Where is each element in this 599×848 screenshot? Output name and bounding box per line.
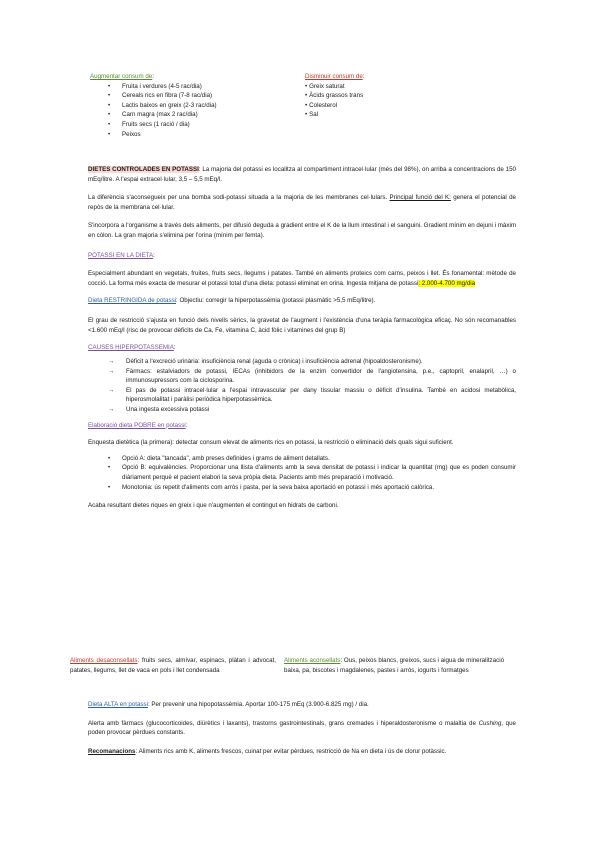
list-item: • Lactis baixos en greix (2-3 rac/dia) [108, 101, 290, 111]
elaboracio-intro: Enquesta dietètica (la primera): detectar consum elevat de aliments rics en potassi, la restricció o eliminació dels quals sigui suficient. [88, 439, 454, 447]
causes-list [108, 357, 516, 415]
recomanacions-paragraph: Recomanacions: Aliments rics amb K, aliments frescos, cuinat per evitar pèrdues, restricció de Na en dieta i ús de clorur potàssic. [88, 747, 447, 755]
elaboracio-outro: Acaba resultant dietes riques en greix i que n'augmenten el contingut en hidrats de carboni. [88, 502, 339, 510]
list-item: • Opció A: dieta "tancada", amb preses definides i grams de aliment detallats. [108, 454, 516, 464]
list-item: • Sal [305, 110, 505, 120]
diferencia-paragraph: La diferència s'aconsegueix per una bomba sodi-potassi situada a la majoria de les membranes cel·lulars. Principal funció del K: genera el potencial de repòs de la membrana cel·lular. [88, 194, 516, 211]
augmentar-list [108, 82, 290, 140]
potassi-dieta-heading: POTASSI EN LA DIETA: [88, 251, 155, 259]
aconsellats-paragraph: Aliments aconsellats: Ous, peixos blancs, greixos, sucs i aigua de mineralització baixa, pa, biscotes i magdalenes, pastes i arròs, iogurts i formatges [284, 657, 505, 674]
list-item: • Peixos [108, 130, 290, 140]
list-item: → Dèficit a l'excreció urinària: insuficiència renal (aguda o crònica) i insuficiència adrenal (hipoaldosteronisme). [108, 357, 516, 367]
list-item: → Una ingesta excessiva potassi [108, 405, 516, 415]
disminuir-heading: Disminuir consum de: [305, 73, 365, 80]
list-item: • Cereals rics en fibra (7-8 rac/dia) [108, 91, 290, 101]
dieta-alta-paragraph: Dieta ALTA en potassi: Per prevenir una hipopotassèmia. Aportar 100-175 mEq (3.900-6.825 mg) / dia. [88, 701, 369, 708]
list-item: • Greix saturat [305, 82, 505, 92]
elaboracio-list [108, 454, 516, 492]
elaboracio-heading: Elaboració dieta POBRE en potassi: [88, 421, 188, 429]
alerta-paragraph: Alerta amb fàrmacs (glucocorticoides, diürètics i laxants), trastorns gastrointestinals, grans cremades i hiperaldosteronisme o malaltia de Cushing, que poden provocar pèrdues constants. [88, 719, 516, 737]
augmentar-section [90, 72, 290, 139]
list-item: • Colesterol [305, 101, 505, 111]
causes-heading: CAUSES HIPERPOTASSEMIA: [88, 344, 176, 352]
potassi-dieta-paragraph: Especialment abundant en vegetals, fruites, fruits secs, llegums i patates. També en aliments proteics com carns, peixos i llet. És fonamental: mètode de cocció. La forma més exacta de mesurar el potassi total d'una dieta: potassi eliminat en orina. Ingesta mitjana de potassi: 2.000-4.700 mg/dia [88, 270, 516, 287]
list-item: → El pas de potassi intracel·lular a l'espai intravascular per dany tissular massiu o dèficit d'insulina. També en acidosi metabòlica, hiperosmolalitat i paràlisi periòdica hiperpotassèmica. [108, 386, 516, 405]
incorpora-paragraph: S'incorpora a l'organisme a través dels aliments, per difusió deguda a gradient entre el K de la llum intestinal i el sanguini. Gradient mínim en dejuni i màxim en còlon. La gran majoria s'elimina per l'orina (mínim per femta). [88, 222, 516, 240]
list-item: → Fàrmacs: estalviadors de potassi, IECAs (inhibidors de la enzim convertidor de l'angiotensina, p.e., captopril, enalapril, …) o immunosupressors com la ciclosporina. [108, 367, 516, 386]
augmentar-heading: Augmentar consum de: [90, 73, 154, 80]
restringida-paragraph: Dieta RESTRINGIDA de potassi: Objectiu: corregir la hiperpotassèmia (potassi plasmàtic >5,5 mEq/litre). [88, 297, 376, 305]
dietes-controlades-paragraph: DIETES CONTROLADES EN POTASSI: La majoria del potassi es localitza al compartiment intracel·lular (més del 98%), on arriba a concentracions de 150 mEq/litre. A l'espai extracel·lular, 3,5 – 5,5 mEq/l. [88, 166, 516, 183]
list-item: • Carn magra (max 2 rac/dia) [108, 110, 290, 120]
disminuir-section [305, 72, 505, 120]
grau-paragraph: El grau de restricció s'ajusta en funció dels nivells sèrics, la gravetat de l'augment i l'existència d'una teràpia farmacològica eficaç. No són recomanables <1.600 mEq/l (risc de provocar dèficits de Ca, Fe, vitamina C, àcid fòlic i vitamines del grup B) [88, 317, 516, 334]
disminuir-list [305, 82, 505, 120]
desaconsellats-paragraph: Aliments desaconsellats: fruits secs, almívar, espinacs, plàtan i advocat, patates, llegums, llet de vaca en pols i llet condensada [70, 657, 276, 674]
list-item: • Fruits secs (1 ració / dia) [108, 120, 290, 130]
main-content [88, 165, 516, 511]
list-item: • Àcids grassos trans [305, 91, 505, 101]
list-item: • Fruita i verdures (4-5 rac/dia) [108, 82, 290, 92]
list-item: • Opció B: equivalències. Proporcionar una llista d'aliments amb la seva densitat de potassi i indicar la quantitat (mg) que es poden consumir diàriament perquè el pacient elabori la seva pròpia dieta. Pacients amb més preparació i motivació. [108, 463, 516, 482]
bottom-content [88, 700, 516, 756]
list-item: • Monotonia: ús repetit d'aliments com arròs i pasta, per la seva baixa aportació en potassi i més aportació calòrica. [108, 483, 516, 493]
